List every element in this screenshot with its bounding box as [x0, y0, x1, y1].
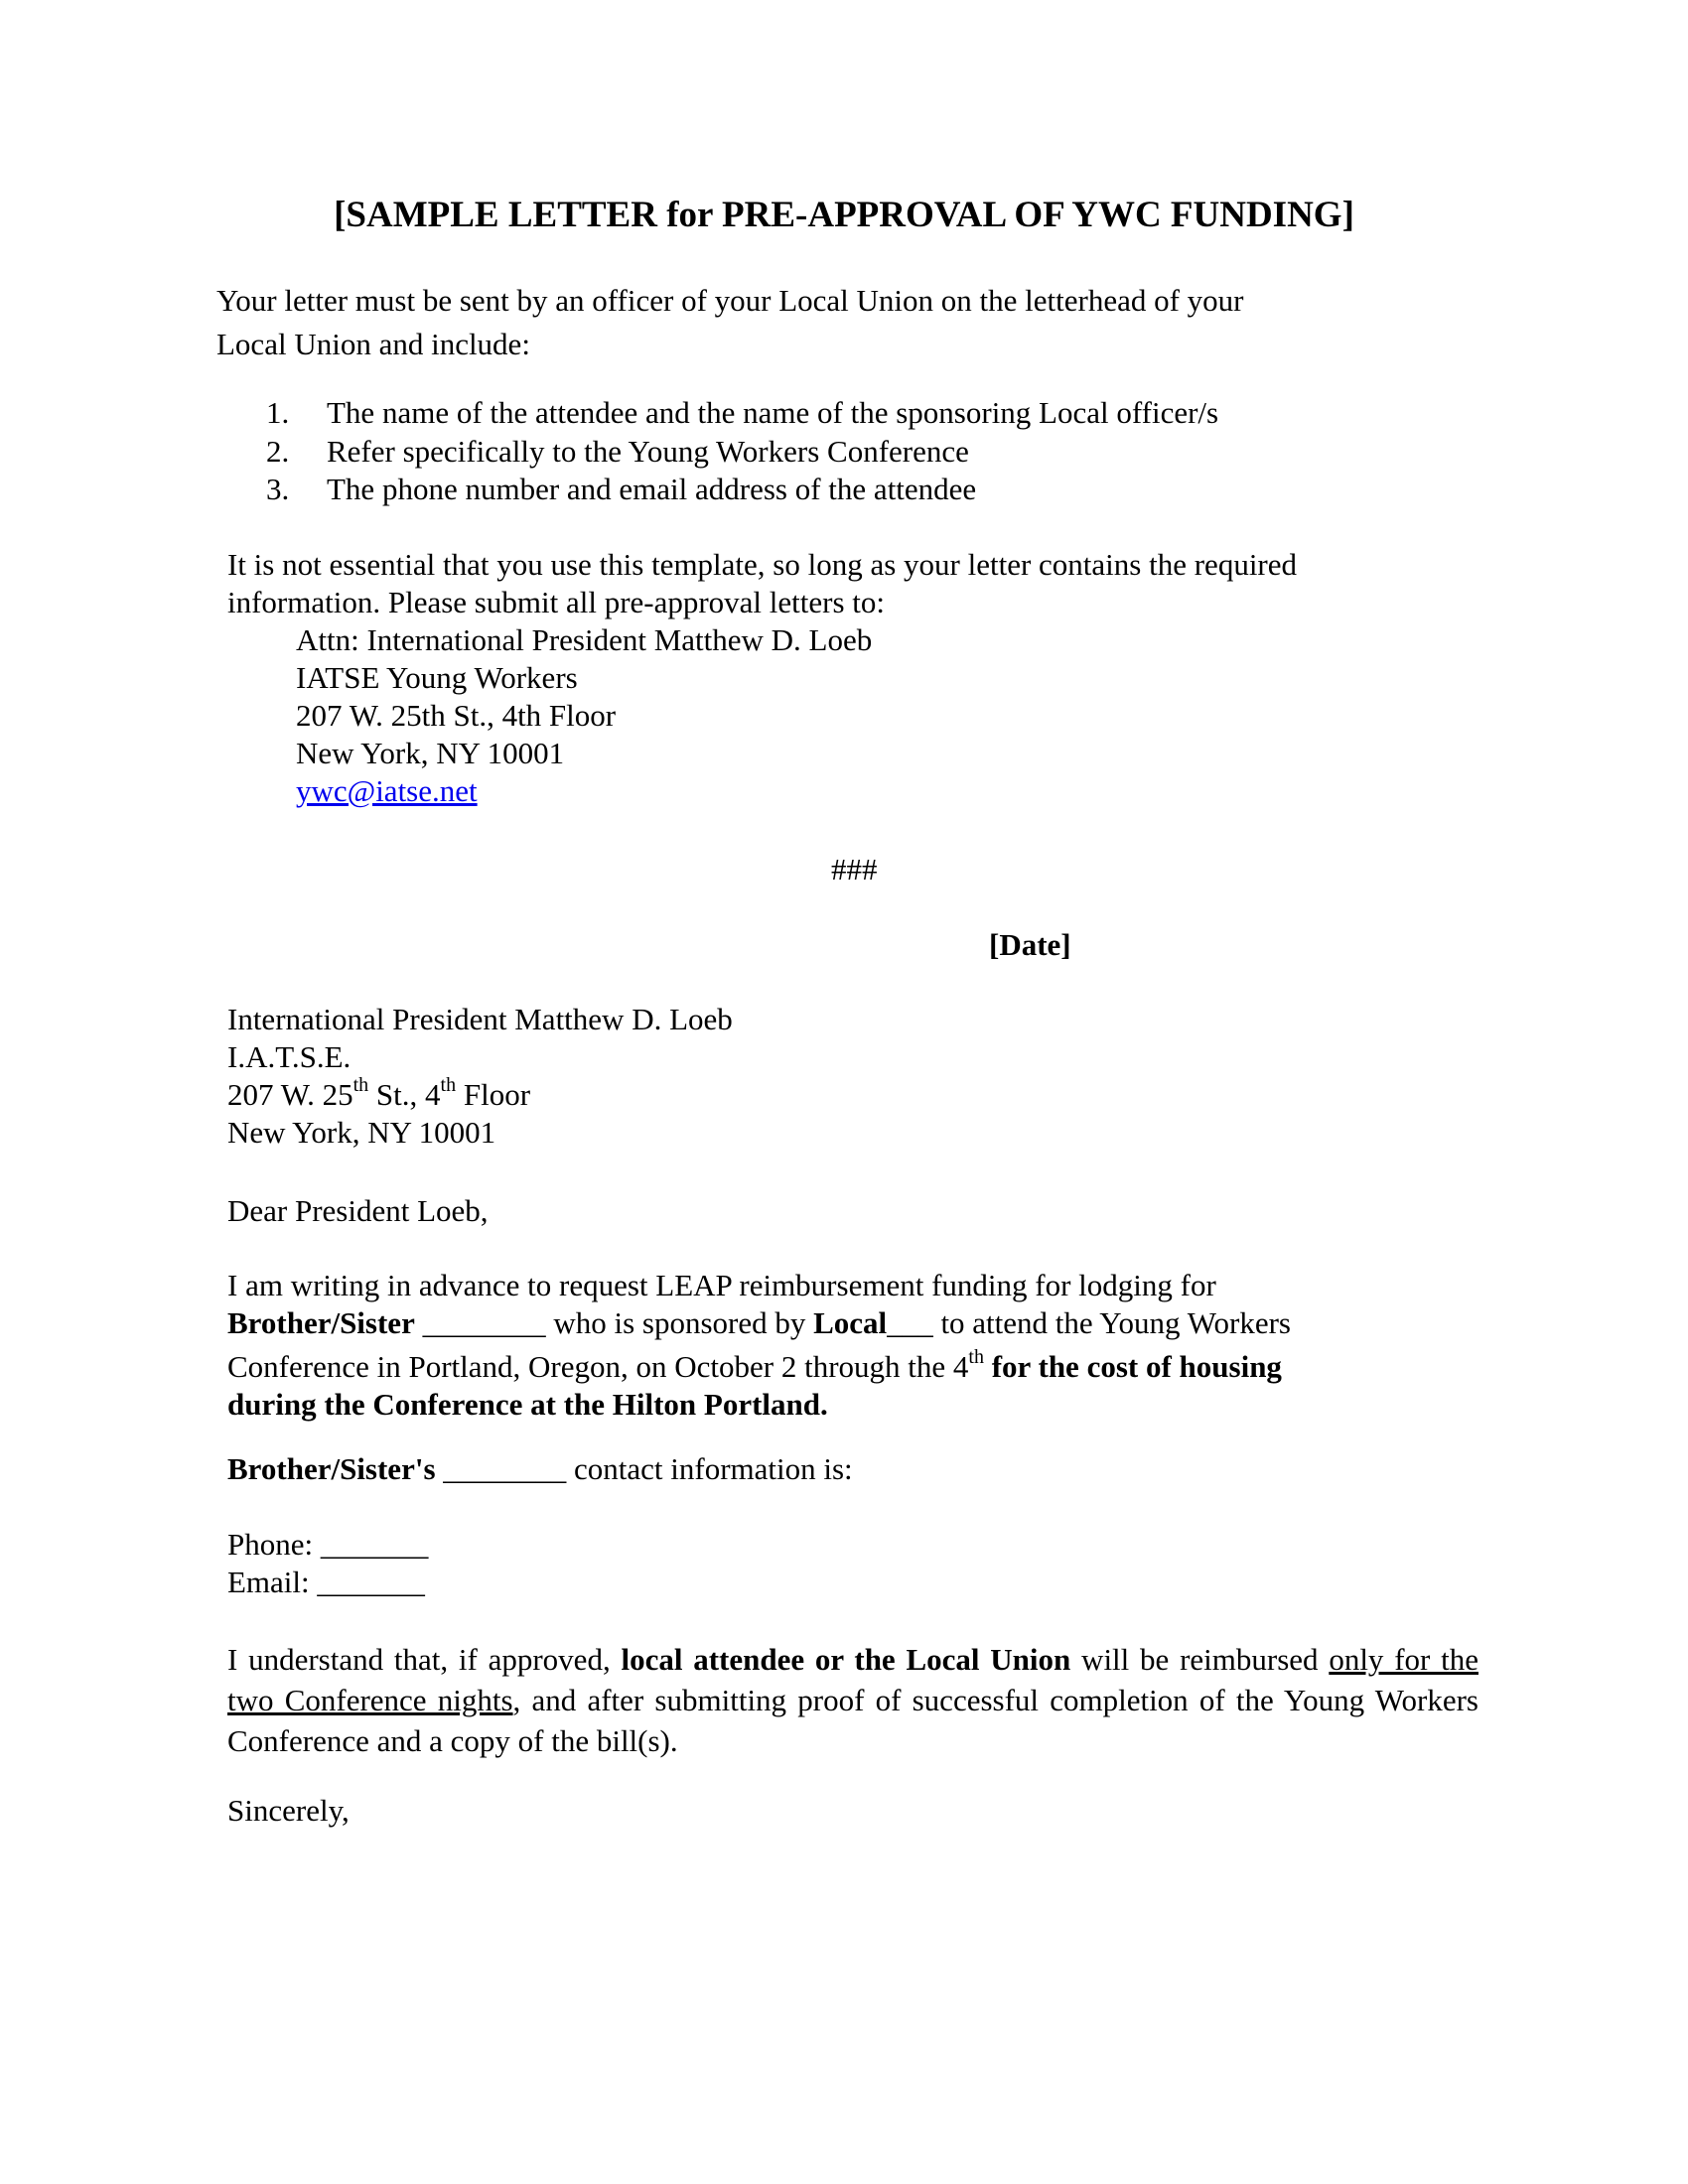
submission-address: [296, 621, 872, 810]
recipient-address: [227, 1001, 733, 1152]
template-note-line-1: It is not essential that you use this template, so long as your letter contains the required: [227, 547, 1298, 582]
address-street: 207 W. 25th St., 4th Floor: [296, 698, 617, 733]
body-paragraph-2: I understand that, if approved, local attendee or the Local Union will be reimbursed only for the two Conference nights, and after submitting proof of successful completion of the Young Workers Conference and a copy of the bill(s).: [227, 1642, 1478, 1758]
list-item-number: 1.: [266, 395, 290, 430]
recipient-street: 207 W. 25th St., 4th Floor: [227, 1074, 531, 1112]
date-placeholder: [Date]: [989, 927, 1071, 962]
list-item: The name of the attendee and the name of the sponsoring Local officer/s: [327, 395, 1219, 430]
body1-line-4: during the Conference at the Hilton Portland.: [227, 1387, 828, 1422]
address-attn: Attn: International President Matthew D. Loeb: [296, 622, 873, 657]
closing: Sincerely,: [227, 1793, 350, 1828]
intro-line-1: Your letter must be sent by an officer of your Local Union on the letterhead of your: [216, 283, 1244, 318]
address-org: IATSE Young Workers: [296, 660, 578, 695]
body1-line-1: I am writing in advance to request LEAP reimbursement funding for lodging for: [227, 1268, 1216, 1302]
page-title: [SAMPLE LETTER for PRE-APPROVAL OF YWC FUNDING]: [334, 195, 1354, 235]
address-city: New York, NY 10001: [296, 736, 565, 770]
list-item: Refer specifically to the Young Workers Conference: [327, 434, 969, 469]
recipient-org: I.A.T.S.E.: [227, 1039, 352, 1074]
recipient-city: New York, NY 10001: [227, 1115, 496, 1150]
intro-line-2: Local Union and include:: [216, 327, 530, 361]
separator: ###: [831, 852, 878, 887]
email-link[interactable]: ywc@iatse.net: [296, 773, 478, 808]
template-note: [227, 546, 1297, 621]
list-item-number: 2.: [266, 434, 290, 469]
list-item-number: 3.: [266, 472, 290, 506]
phone-line: Phone: _______: [227, 1527, 429, 1562]
recipient-name: International President Matthew D. Loeb: [227, 1002, 733, 1036]
list-item: The phone number and email address of the attendee: [327, 472, 977, 506]
intro-paragraph: [216, 281, 1244, 363]
body-paragraph-1: [227, 1267, 1291, 1424]
template-note-line-2: information. Please submit all pre-approval letters to:: [227, 585, 886, 619]
email-line: Email: _______: [227, 1565, 425, 1599]
contact-fields: [227, 1526, 428, 1601]
contact-line: Brother/Sister's ________ contact information is:: [227, 1451, 853, 1486]
body1-line-3: Conference in Portland, Oregon, on October 2 through the 4th for the cost of housing: [227, 1346, 1282, 1384]
body1-line-2: Brother/Sister ________ who is sponsored by Local___ to attend the Young Workers: [227, 1305, 1291, 1340]
salutation: Dear President Loeb,: [227, 1193, 489, 1228]
